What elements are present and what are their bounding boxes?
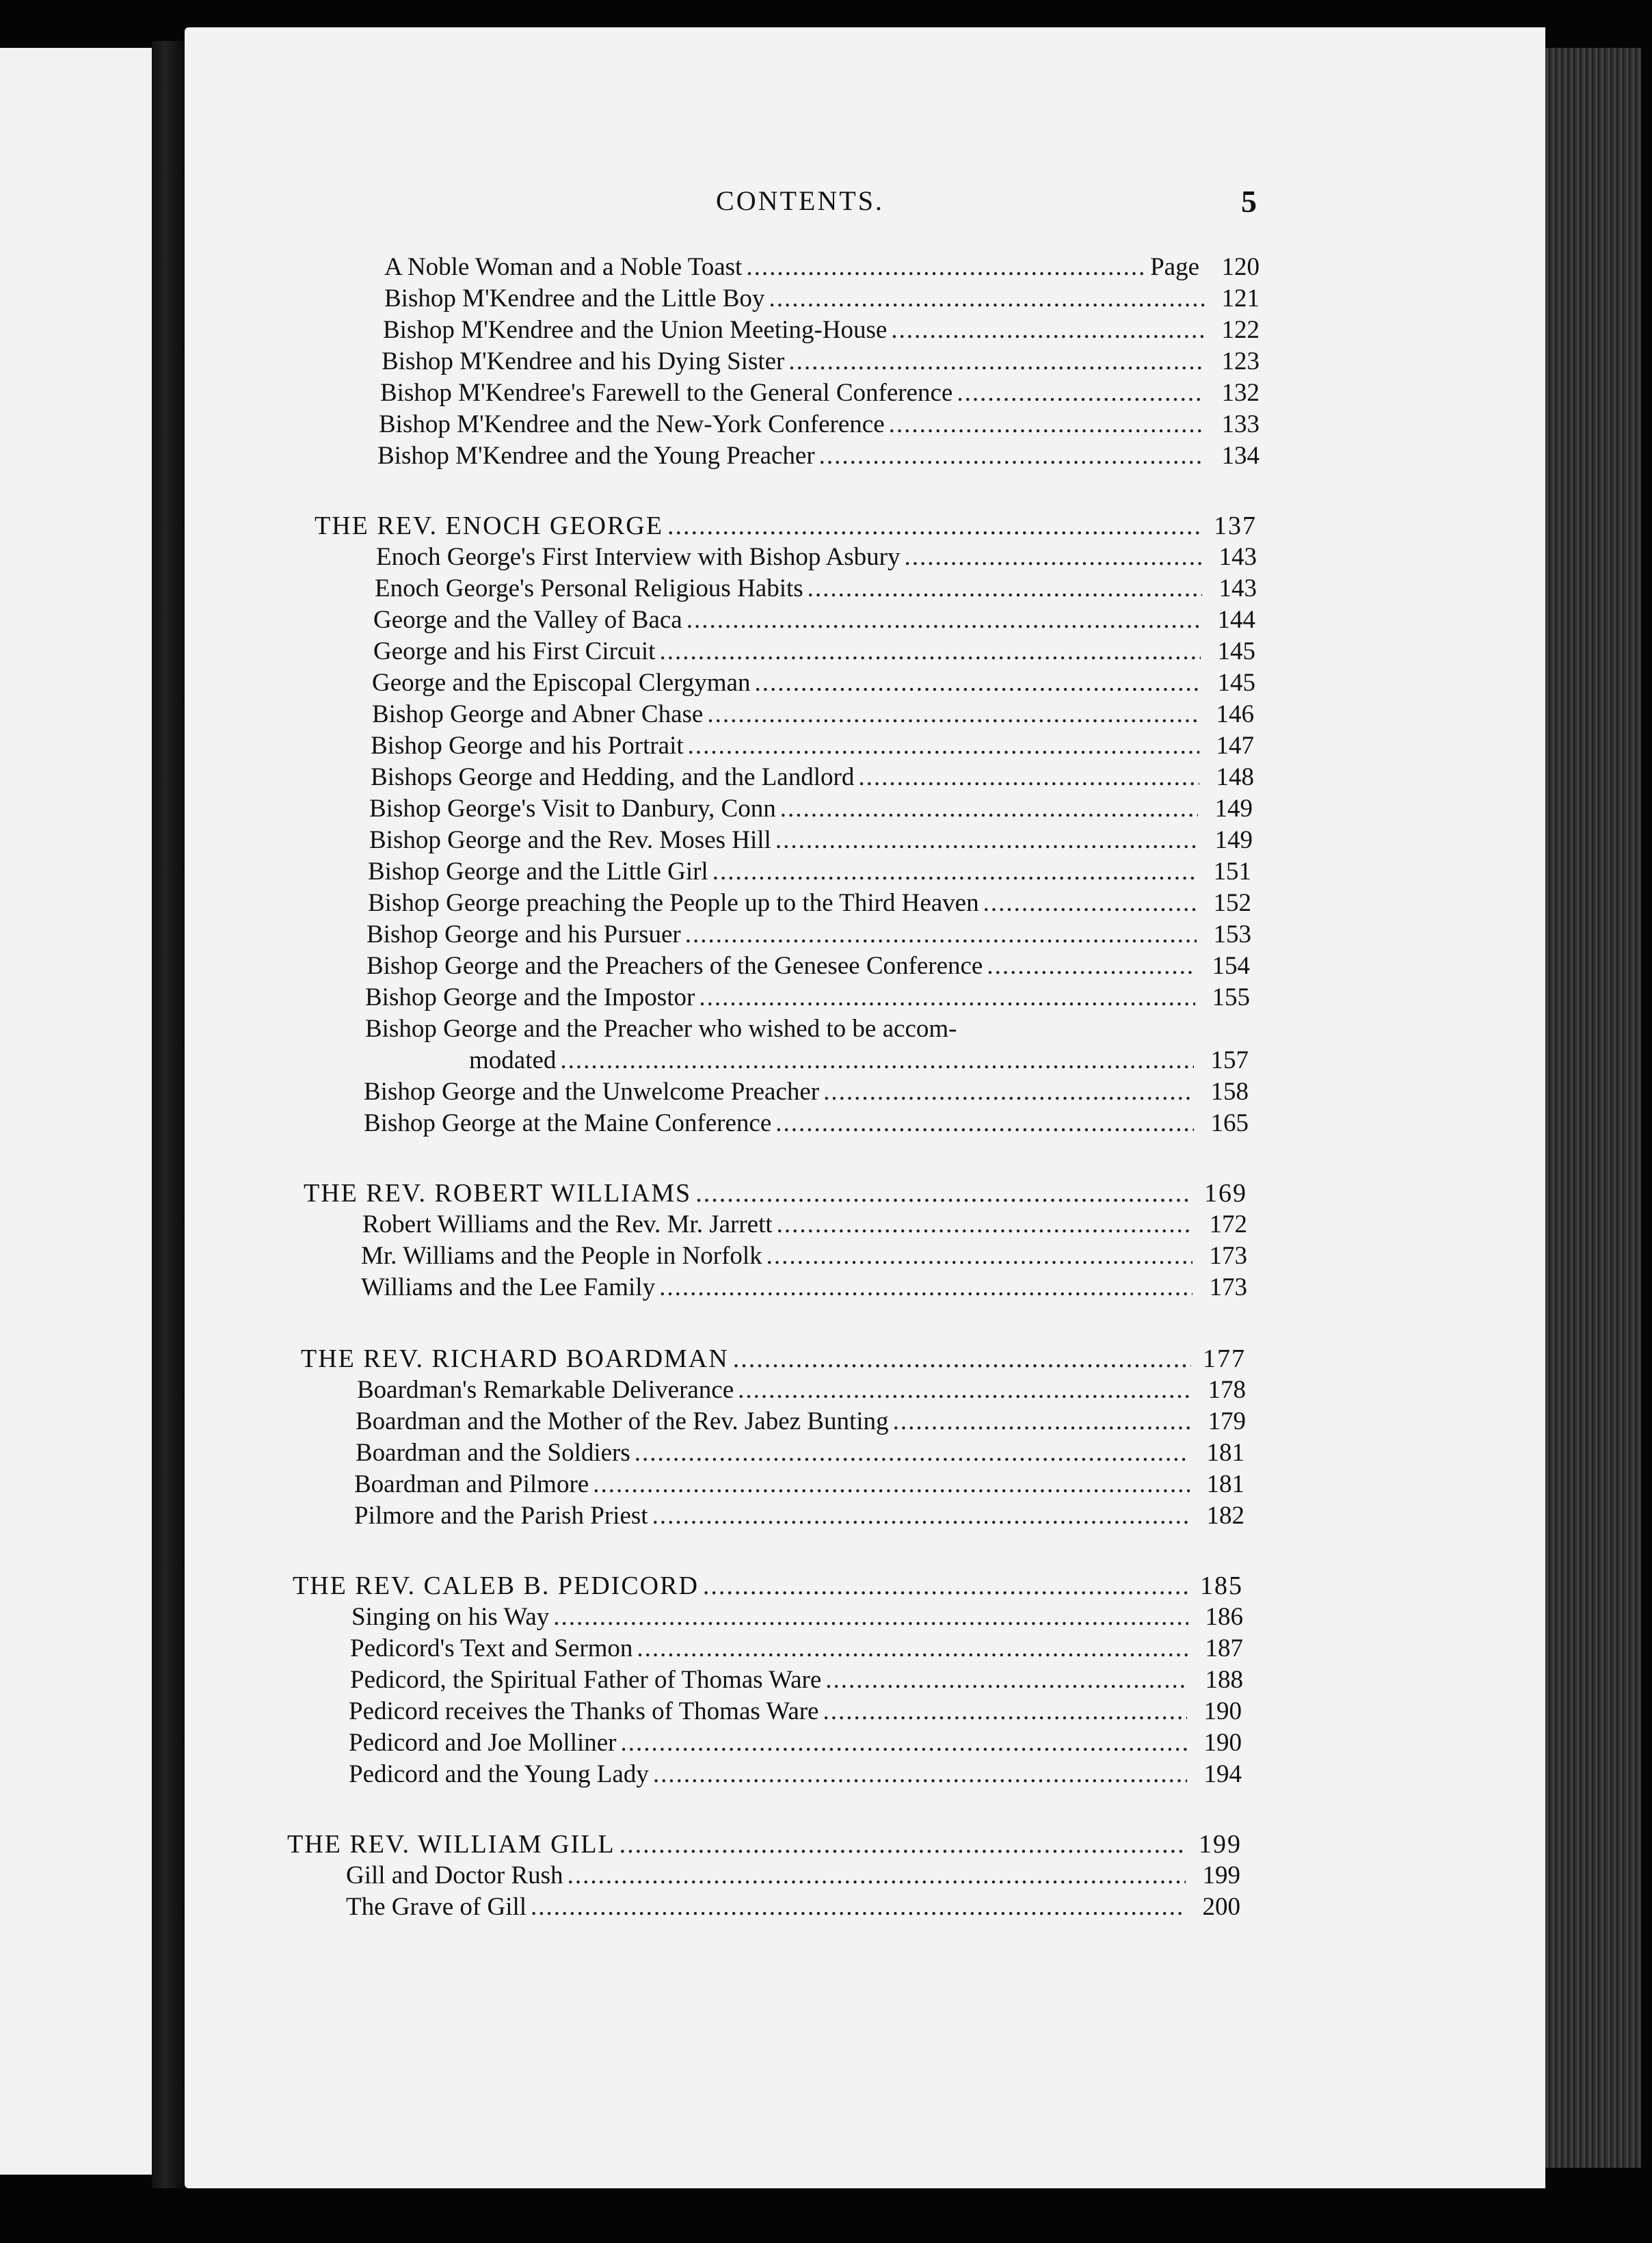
- toc-entry-title: Gill and Doctor Rush: [346, 1861, 563, 1889]
- dot-leader: [767, 1240, 1193, 1272]
- dot-leader: [659, 1272, 1193, 1303]
- dot-leader: [780, 793, 1198, 825]
- toc-entry-title: Pilmore and the Parish Priest: [354, 1502, 648, 1530]
- toc-section-title: THE REV. RICHARD BOARDMAN: [301, 1344, 729, 1373]
- dot-leader: [699, 982, 1195, 1013]
- toc-entry: [372, 667, 1255, 699]
- toc-entry-title: Bishop George's Visit to Danbury, Conn: [369, 795, 776, 823]
- dot-leader: [858, 762, 1199, 793]
- dot-leader: [695, 1178, 1193, 1209]
- dot-leader: [621, 1727, 1188, 1759]
- toc-entry-page: 188: [1205, 1666, 1243, 1694]
- dot-leader: [823, 1076, 1194, 1108]
- toc-entry-page: 153: [1213, 920, 1251, 948]
- dot-leader: [593, 1469, 1190, 1500]
- toc-entry-title: Boardman's Remarkable Deliverance: [357, 1376, 734, 1404]
- running-head: CONTENTS.: [716, 185, 884, 216]
- toc-entry: [371, 762, 1254, 793]
- toc-section-title: THE REV. CALEB B. PEDICORD: [293, 1571, 699, 1600]
- toc-entry-title: Boardman and the Mother of the Rev. Jabez Bunting: [356, 1407, 889, 1435]
- toc-section-title: THE REV. ROBERT WILLIAMS: [304, 1179, 692, 1208]
- toc-entry-title: Pedicord and the Young Lady: [349, 1760, 649, 1788]
- toc-entry: [384, 283, 1260, 315]
- toc-entry: [372, 699, 1254, 730]
- toc-entry: [349, 1696, 1242, 1727]
- toc-entry-page: 172: [1209, 1210, 1247, 1238]
- toc-entry-title: Bishop George and the Unwelcome Preacher: [364, 1078, 820, 1106]
- toc-entry-page: 200: [1202, 1893, 1240, 1921]
- dot-leader: [754, 667, 1201, 699]
- toc-entry-page: 132: [1221, 379, 1260, 407]
- dot-leader: [620, 1829, 1187, 1860]
- toc-entry-page: 187: [1205, 1634, 1243, 1662]
- toc-entry-page: 145: [1217, 669, 1255, 697]
- toc-entry-page: 123: [1221, 347, 1260, 375]
- toc-entry-title: Singing on his Way: [351, 1603, 550, 1631]
- toc-entry-page: 190: [1203, 1697, 1242, 1725]
- toc-entry-page: 181: [1206, 1470, 1244, 1498]
- toc-entry-page: 146: [1216, 700, 1254, 728]
- toc-entry: [354, 1500, 1244, 1532]
- toc-entry: [364, 1108, 1249, 1139]
- toc-entry-title: Bishop George and Abner Chase: [372, 700, 704, 728]
- toc-entry-page: 169: [1204, 1179, 1247, 1208]
- toc-entry: [365, 982, 1250, 1013]
- toc-entry: [376, 542, 1257, 573]
- toc-entry-page: 179: [1208, 1407, 1246, 1435]
- toc-entry-page: 182: [1206, 1502, 1244, 1530]
- dot-leader: [983, 888, 1197, 919]
- toc-entry-title: George and his First Circuit: [373, 637, 656, 665]
- toc-entry-page: 158: [1210, 1078, 1249, 1106]
- toc-entry-title: Bishop M'Kendree and his Dying Sister: [382, 347, 785, 375]
- toc-entry: [369, 825, 1253, 856]
- page-number: 5: [1241, 184, 1257, 219]
- toc-entry-title: Bishop George and the Preachers of the Genesee Conference: [367, 952, 983, 980]
- toc-entry: [469, 1045, 1249, 1076]
- toc-entry-page: 177: [1203, 1344, 1246, 1373]
- dot-leader: [904, 542, 1202, 573]
- toc-entry-page: 190: [1203, 1729, 1242, 1757]
- toc-entry-page: 157: [1210, 1046, 1249, 1074]
- toc-entry-title: Bishop M'Kendree and the Union Meeting-House: [383, 316, 888, 344]
- toc-entry: [373, 636, 1255, 667]
- toc-entry: [365, 1013, 1250, 1045]
- toc-section-heading: [293, 1570, 1243, 1602]
- dot-leader: [769, 283, 1205, 315]
- toc-entry: [368, 856, 1251, 888]
- dot-leader: [560, 1045, 1194, 1076]
- toc-entry: [356, 1406, 1246, 1437]
- toc-entry-page: 154: [1212, 952, 1250, 980]
- toc-entry-page: 194: [1203, 1760, 1242, 1788]
- dot-leader: [667, 510, 1202, 542]
- toc-entry-title: Bishop George and the Little Girl: [368, 858, 708, 886]
- toc-entry: [351, 1602, 1243, 1633]
- dot-leader: [808, 573, 1202, 605]
- toc-entry-page: 173: [1209, 1242, 1247, 1270]
- toc-entry: [371, 730, 1254, 762]
- toc-entry-page: 120: [1221, 253, 1260, 281]
- toc-entry-title: The Grave of Gill: [346, 1893, 527, 1921]
- toc-entry-page: 147: [1216, 732, 1254, 760]
- toc-entry-page: 199: [1199, 1830, 1242, 1859]
- toc-section-heading: [315, 510, 1257, 542]
- dot-leader: [635, 1437, 1190, 1469]
- toc-entry: [346, 1860, 1240, 1892]
- toc-entry-title: Bishop George and his Portrait: [371, 732, 684, 760]
- dot-leader: [652, 1500, 1190, 1532]
- toc-entry: [380, 377, 1260, 409]
- toc-entry: [382, 346, 1260, 377]
- toc-entry: [367, 951, 1250, 982]
- toc-entry: [369, 793, 1253, 825]
- toc-entry-title: Bishop M'Kendree's Farewell to the General Conference: [380, 379, 953, 407]
- toc-entry-page: 137: [1214, 512, 1257, 540]
- toc-entry-title: Bishops George and Hedding, and the Landlord: [371, 763, 855, 791]
- toc-entry: [379, 409, 1260, 440]
- toc-entry-title: Pedicord and Joe Molliner: [349, 1729, 617, 1757]
- dot-leader: [685, 919, 1197, 951]
- toc-entry: [357, 1375, 1246, 1406]
- toc-entry-title: A Noble Woman and a Noble Toast: [384, 253, 743, 281]
- toc-entry-title: Pedicord receives the Thanks of Thomas Ware: [349, 1697, 819, 1725]
- toc-entry-title: Enoch George's First Interview with Bishop Asbury: [376, 543, 901, 571]
- dot-leader: [788, 346, 1205, 377]
- dot-leader: [653, 1759, 1187, 1790]
- toc-entry-page: 185: [1200, 1571, 1243, 1600]
- dot-leader: [738, 1375, 1191, 1406]
- toc-entry-page: 152: [1213, 889, 1251, 917]
- dot-leader: [891, 315, 1205, 346]
- toc-entry-page: 121: [1221, 284, 1260, 313]
- toc-entry-page: 165: [1210, 1109, 1249, 1137]
- dot-leader: [637, 1633, 1188, 1664]
- toc-entry: [367, 919, 1251, 951]
- toc-entry-title: Bishop M'Kendree and the Young Preacher: [377, 442, 815, 470]
- dot-leader: [775, 1108, 1194, 1139]
- toc-entry: [377, 440, 1260, 472]
- dot-leader: [687, 605, 1201, 636]
- toc-entry-page: 149: [1214, 826, 1253, 854]
- toc-entry: [364, 1076, 1249, 1108]
- toc-entry: [346, 1892, 1240, 1923]
- dot-leader: [825, 1664, 1188, 1696]
- toc-entry-title: George and the Valley of Baca: [373, 606, 682, 634]
- toc-entry: [362, 1209, 1247, 1240]
- toc-entry-title: Bishop M'Kendree and the New-York Conference: [379, 410, 885, 438]
- toc-entry: [350, 1633, 1243, 1664]
- toc-entry-page: 151: [1213, 858, 1251, 886]
- dot-leader: [703, 1570, 1188, 1602]
- toc-entry-title: Bishop George and his Pursuer: [367, 920, 681, 948]
- toc-entry: [350, 1664, 1243, 1696]
- toc-entry-page: 186: [1205, 1603, 1243, 1631]
- dot-leader: [707, 699, 1199, 730]
- toc-entry-title: Enoch George's Personal Religious Habits: [375, 574, 803, 602]
- toc-entry: [361, 1272, 1247, 1303]
- toc-entry-title: Bishop George and the Preacher who wished to be accom-: [365, 1015, 957, 1043]
- toc-section-title: THE REV. WILLIAM GILL: [287, 1830, 615, 1859]
- dot-leader: [659, 636, 1201, 667]
- toc-entry-page: 148: [1216, 763, 1254, 791]
- toc-entry: [349, 1727, 1242, 1759]
- toc-section-heading: [304, 1178, 1247, 1209]
- dot-leader: [553, 1602, 1188, 1633]
- toc-entry: [383, 315, 1260, 346]
- toc-entry-page: 134: [1221, 442, 1260, 470]
- toc-entry-title: Bishop George preaching the People up to the Third Heaven: [368, 889, 979, 917]
- toc-entry-title: Bishop George at the Maine Conference: [364, 1109, 772, 1137]
- page-label: Page: [1150, 253, 1199, 281]
- toc-entry-title: Pedicord's Text and Sermon: [350, 1634, 633, 1662]
- toc-entry-page: 143: [1218, 543, 1257, 571]
- dot-leader: [889, 409, 1205, 440]
- toc-entry-title: Williams and the Lee Family: [361, 1273, 656, 1301]
- toc-entry-page: 144: [1217, 606, 1255, 634]
- dot-leader: [568, 1860, 1186, 1892]
- dot-leader: [777, 1209, 1193, 1240]
- toc-entry-page: 173: [1209, 1273, 1247, 1301]
- toc-entry-title: Pedicord, the Spiritual Father of Thomas Ware: [350, 1666, 822, 1694]
- dot-leader: [733, 1343, 1191, 1375]
- toc-entry: [368, 888, 1251, 919]
- dot-leader: [957, 377, 1205, 409]
- dot-leader: [819, 440, 1205, 472]
- toc-entry-title: Boardman and the Soldiers: [356, 1439, 630, 1467]
- toc-entry-page: 122: [1221, 316, 1260, 344]
- toc-entry-page: 199: [1202, 1861, 1240, 1889]
- toc-entry-page: 149: [1214, 795, 1253, 823]
- toc-entry-page: 155: [1212, 983, 1250, 1011]
- toc-entry-title: Robert Williams and the Rev. Mr. Jarrett: [362, 1210, 773, 1238]
- toc-entry-title: Boardman and Pilmore: [354, 1470, 589, 1498]
- toc-entry-page: 181: [1206, 1439, 1244, 1467]
- toc-entry-title: George and the Episcopal Clergyman: [372, 669, 751, 697]
- toc-entry-title: Bishop M'Kendree and the Little Boy: [384, 284, 765, 313]
- toc-entry: [361, 1240, 1247, 1272]
- dot-leader: [531, 1892, 1186, 1923]
- toc-entry-title: Mr. Williams and the People in Norfolk: [361, 1242, 762, 1270]
- toc-section-title: THE REV. ENOCH GEORGE: [315, 512, 663, 540]
- dot-leader: [712, 856, 1197, 888]
- toc-section-heading: [301, 1343, 1246, 1375]
- toc-entry: [375, 573, 1257, 605]
- dot-leader: [987, 951, 1195, 982]
- dot-leader: [746, 252, 1146, 283]
- toc-entry-page: 178: [1208, 1376, 1246, 1404]
- toc-entry-page: 143: [1218, 574, 1257, 602]
- toc-entry: [373, 605, 1255, 636]
- toc-section-heading: [287, 1829, 1242, 1860]
- dot-leader: [775, 825, 1198, 856]
- toc-entry: [354, 1469, 1244, 1500]
- dot-leader: [893, 1406, 1191, 1437]
- toc-entry-title: modated: [469, 1046, 557, 1074]
- dot-leader: [823, 1696, 1187, 1727]
- toc-entry: [384, 252, 1260, 283]
- toc-entry-page: 133: [1221, 410, 1260, 438]
- toc-entry-page: 145: [1217, 637, 1255, 665]
- toc-entry-title: Bishop George and the Impostor: [365, 983, 695, 1011]
- toc-entry: [356, 1437, 1244, 1469]
- toc-entry-title: Bishop George and the Rev. Moses Hill: [369, 826, 771, 854]
- dot-leader: [688, 730, 1199, 762]
- toc-entry: [349, 1759, 1242, 1790]
